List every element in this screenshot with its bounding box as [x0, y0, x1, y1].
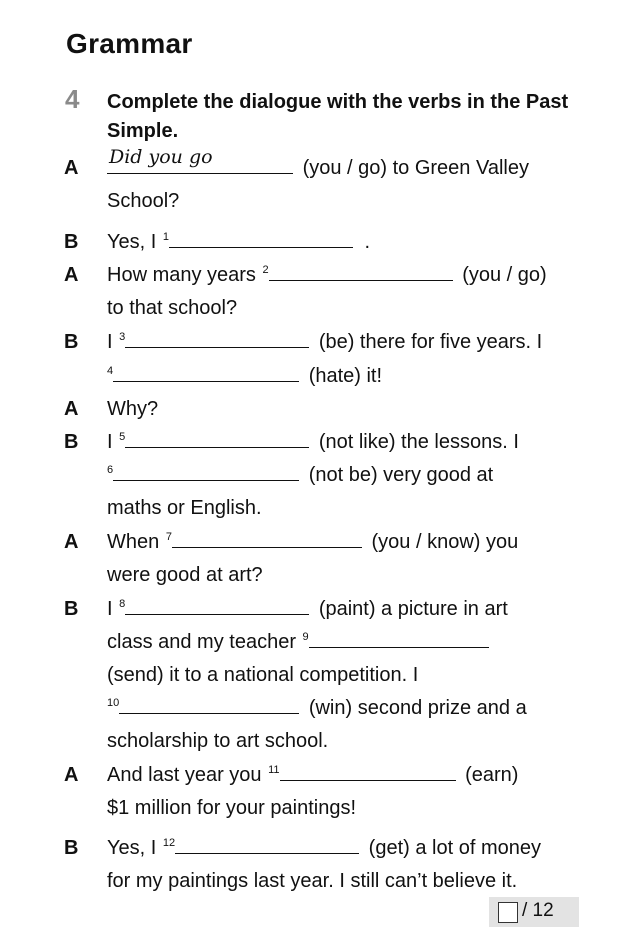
dialogue-line [107, 428, 519, 459]
dialogue-line [107, 761, 518, 792]
blank-number: 1 [162, 231, 169, 243]
section-title: Grammar [66, 28, 193, 59]
dialogue-text: (you / go) [462, 264, 547, 286]
dialogue-text: (hate) it! [308, 365, 383, 387]
dialogue-text: (win) second prize and a [308, 697, 527, 719]
dialogue-text: (not like) the lessons. I [318, 431, 519, 453]
exercise-number: 4 [65, 84, 80, 114]
speaker-label: A [64, 398, 79, 420]
dialogue-text: (get) a lot of money [368, 837, 541, 859]
dialogue-text: class and my teacher [107, 631, 296, 653]
blank-number: 9 [302, 631, 309, 643]
dialogue-text: (be) there for five years. I [318, 331, 543, 353]
dialogue-text: Why? [107, 398, 159, 420]
dialogue-text: . [364, 231, 371, 253]
dialogue-line [107, 461, 493, 492]
dialogue-text: (paint) a picture in art [318, 598, 508, 620]
answer-blank-2[interactable] [269, 262, 453, 281]
speaker-label: B [64, 331, 79, 353]
dialogue-line [107, 328, 542, 359]
dialogue-text: How many years [107, 264, 256, 286]
answer-blank-12[interactable] [175, 835, 359, 854]
blank-number: 10 [107, 697, 120, 709]
blank-number: 2 [262, 264, 269, 276]
dialogue-text: Yes, I [107, 837, 157, 859]
exercise-instruction: Complete the dialogue with the verbs in the Past Simple. [107, 91, 569, 142]
blank-number: 3 [119, 331, 126, 343]
speaker-label: A [64, 531, 79, 553]
dialogue-text: I [107, 431, 113, 453]
answer-blank-5[interactable] [125, 429, 309, 448]
dialogue-line [107, 628, 489, 659]
score-input-box[interactable] [498, 902, 518, 923]
dialogue-line [107, 595, 508, 626]
dialogue-text: (not be) very good at [308, 464, 494, 486]
dialogue-text: I [107, 598, 113, 620]
blank-number: 12 [162, 837, 176, 849]
speaker-label: B [64, 431, 79, 453]
score-total: / 12 [522, 900, 554, 921]
blank-number: 7 [165, 531, 172, 543]
blank-number: 6 [107, 464, 114, 476]
answer-blank-7[interactable] [172, 529, 362, 548]
dialogue-text: for my paintings last year. I still can’t believe it. [107, 870, 518, 892]
dialogue-line [107, 834, 541, 865]
answer-blank-1[interactable] [169, 229, 353, 248]
dialogue-text: scholarship to art school. [107, 730, 329, 752]
dialogue-text: (you / know) you [371, 531, 519, 553]
dialogue-line [107, 694, 527, 725]
speaker-label: A [64, 264, 79, 286]
dialogue-text: (send) it to a national competition. I [107, 664, 419, 686]
answer-blank-8[interactable] [125, 596, 309, 615]
dialogue-text: were good at art? [107, 564, 263, 586]
dialogue-text: $1 million for your paintings! [107, 797, 357, 819]
answer-blank-10[interactable] [119, 695, 299, 714]
blank-number: 4 [107, 365, 114, 377]
dialogue-line [107, 146, 529, 182]
score-panel [489, 897, 579, 927]
dialogue-line [107, 528, 518, 559]
dialogue-text: (you / go) to Green Valley [302, 157, 529, 179]
dialogue-line [107, 228, 370, 259]
dialogue-text: I [107, 331, 113, 353]
answer-blank-11[interactable] [280, 762, 456, 781]
speaker-label: B [64, 598, 79, 620]
dialogue-line [107, 362, 382, 393]
example-answer: Did you go [109, 146, 213, 168]
answer-blank-6[interactable] [113, 462, 299, 481]
dialogue-text: Yes, I [107, 231, 157, 253]
answer-blank-3[interactable] [125, 329, 309, 348]
speaker-label: A [64, 764, 79, 786]
speaker-label: B [64, 837, 79, 859]
speaker-label: A [64, 157, 79, 179]
dialogue-text: School? [107, 190, 180, 212]
answer-blank-4[interactable] [113, 363, 299, 382]
blank-number: 8 [119, 598, 126, 610]
dialogue-text: (earn) [465, 764, 519, 786]
example-answer-blank [107, 146, 293, 174]
dialogue-text: When [107, 531, 160, 553]
blank-number: 5 [119, 431, 126, 443]
speaker-label: B [64, 231, 79, 253]
dialogue-line [107, 261, 547, 292]
answer-blank-9[interactable] [309, 629, 489, 648]
dialogue-text: maths or English. [107, 497, 262, 519]
blank-number: 11 [268, 764, 280, 776]
dialogue-text: And last year you [107, 764, 262, 786]
dialogue-text: to that school? [107, 297, 238, 319]
